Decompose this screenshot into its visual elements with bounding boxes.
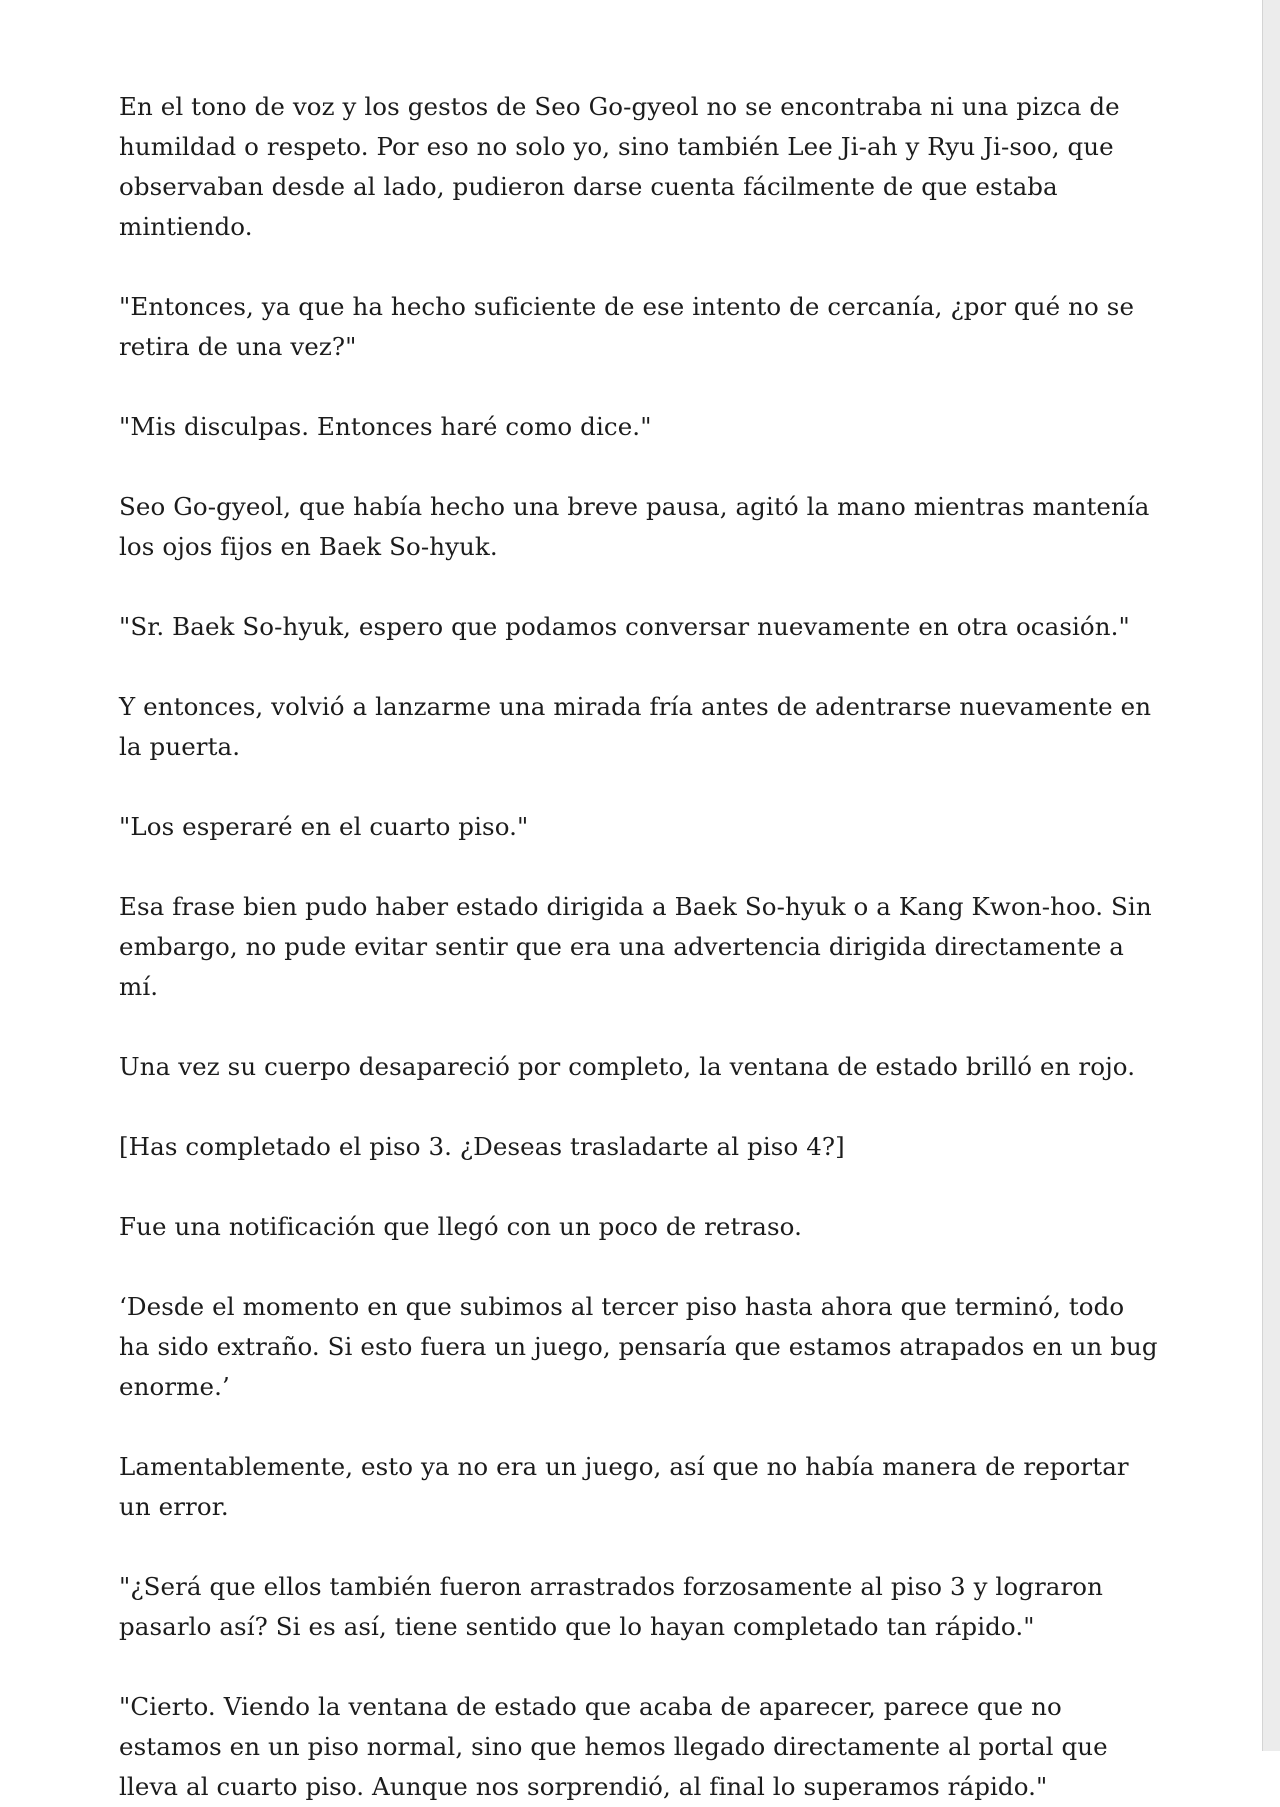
paragraph-5: "Sr. Baek So-hyuk, espero que podamos conversar nuevamente en otra ocasión." bbox=[119, 612, 1130, 641]
paragraph-6: Y entonces, volvió a lanzarme una mirada fría antes de adentrarse nuevamente en la puerta. bbox=[119, 692, 1152, 761]
page-edge bbox=[1263, 0, 1280, 1751]
paragraph-2: "Entonces, ya que ha hecho suficiente de ese intento de cercanía, ¿por qué no se retira de una vez?" bbox=[119, 292, 1135, 361]
paragraph-14: "¿Será que ellos también fueron arrastrados forzosamente al piso 3 y lograron pasarlo así? Si es así, tiene sentido que lo hayan completado tan rápido." bbox=[119, 1572, 1104, 1641]
paragraph-7: "Los esperaré en el cuarto piso." bbox=[119, 812, 529, 841]
paragraph-11: Fue una notificación que llegó con un poco de retraso. bbox=[119, 1212, 802, 1241]
paragraph-1: En el tono de voz y los gestos de Seo Go-gyeol no se encontraba ni una pizca de humildad o respeto. Por eso no solo yo, sino también Lee Ji-ah y Ryu Ji-soo, que observaban desde al lado, pudieron darse cuenta fácilmente de que estaba mintiendo. bbox=[119, 92, 1120, 241]
paragraph-12: ‘Desde el momento en que subimos al tercer piso hasta ahora que terminó, todo ha sido extraño. Si esto fuera un juego, pensaría que estamos atrapados en un bug enorme.’ bbox=[119, 1292, 1158, 1401]
paragraph-10: [Has completado el piso 3. ¿Deseas trasladarte al piso 4?] bbox=[119, 1132, 845, 1161]
paragraph-13: Lamentablemente, esto ya no era un juego, así que no había manera de reportar un error. bbox=[119, 1452, 1129, 1521]
paragraph-4: Seo Go-gyeol, que había hecho una breve pausa, agitó la mano mientras mantenía los ojos fijos en Baek So-hyuk. bbox=[119, 492, 1150, 561]
paragraph-8: Esa frase bien pudo haber estado dirigida a Baek So-hyuk o a Kang Kwon-hoo. Sin embargo, no pude evitar sentir que era una advertencia dirigida directamente a mí. bbox=[119, 892, 1152, 1001]
paragraph-15: "Cierto. Viendo la ventana de estado que acaba de aparecer, parece que no estamos en un piso normal, sino que hemos llegado directamente al portal que lleva al cuarto piso. Aunque nos sorprendió, al final lo superamos rápido." bbox=[119, 1692, 1108, 1801]
paragraph-3: "Mis disculpas. Entonces haré como dice." bbox=[119, 412, 652, 441]
document-body bbox=[119, 87, 1159, 1807]
paragraph-9: Una vez su cuerpo desapareció por completo, la ventana de estado brilló en rojo. bbox=[119, 1052, 1136, 1081]
